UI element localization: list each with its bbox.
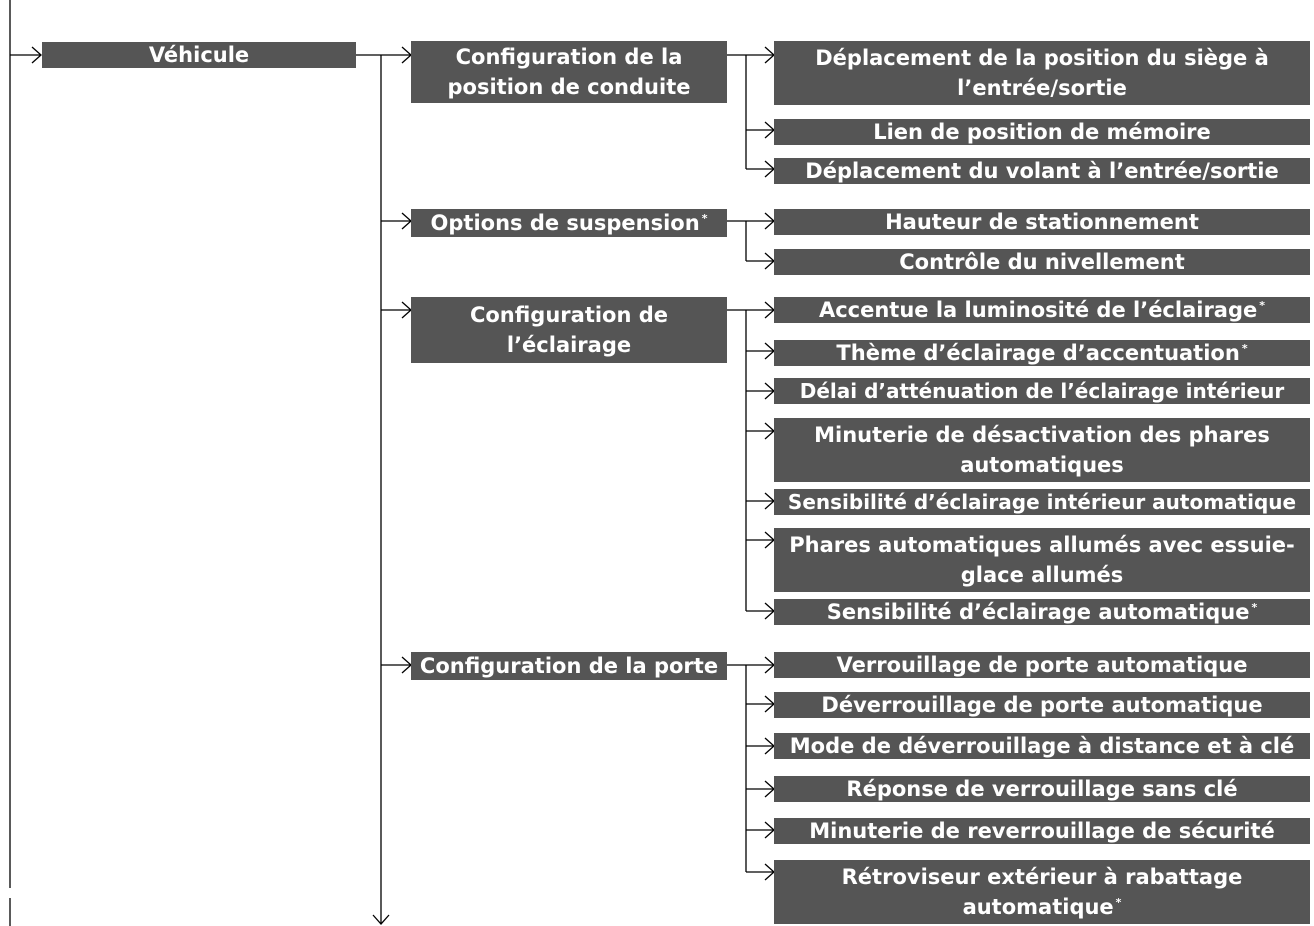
item-node-2-6 <box>774 599 1310 625</box>
item-node-2-4 <box>774 489 1310 515</box>
group-node-0-label: Configuration de la position de conduite <box>447 45 691 99</box>
item-node-1-1 <box>774 249 1310 275</box>
item-node-2-5-label: Phares automatiques allumés avec essuie-glace allumés <box>789 533 1295 587</box>
item-node-3-3 <box>774 776 1310 802</box>
item-node-2-3 <box>774 418 1310 482</box>
group-node-1 <box>411 209 727 237</box>
item-node-3-0 <box>774 652 1310 678</box>
item-node-0-2 <box>774 158 1310 184</box>
item-node-2-2-label: Délai d’atténuation de l’éclairage intérieur <box>799 379 1285 403</box>
footnote-asterisk: * <box>1241 342 1248 355</box>
item-node-2-1-label: Thème d’éclairage d’accentuation * <box>836 341 1248 365</box>
item-node-3-1 <box>774 692 1310 718</box>
item-node-3-5-label: Rétroviseur extérieur à rabattage automatique * <box>841 865 1243 919</box>
item-node-0-1 <box>774 119 1310 145</box>
item-node-2-4-label: Sensibilité d’éclairage intérieur automatique <box>787 490 1297 514</box>
item-node-3-2-label: Mode de déverrouillage à distance et à clé <box>789 734 1295 758</box>
group-node-2 <box>411 297 727 363</box>
item-node-3-1-label: Déverrouillage de porte automatique <box>821 693 1263 717</box>
item-node-1-1-label: Contrôle du nivellement <box>899 250 1185 274</box>
group-node-2-label: Configuration de l’éclairage <box>469 303 669 357</box>
group-node-3 <box>411 652 727 680</box>
item-node-2-0 <box>774 297 1310 323</box>
item-node-2-1 <box>774 340 1310 366</box>
root-node-label: Véhicule <box>148 43 250 67</box>
item-node-3-5 <box>774 860 1310 924</box>
group-node-3-label: Configuration de la porte <box>419 654 719 678</box>
item-node-2-2 <box>774 378 1310 404</box>
item-node-2-3-label: Minuterie de désactivation des phares automatiques <box>814 423 1270 477</box>
footnote-asterisk: * <box>1251 601 1258 614</box>
footnote-asterisk: * <box>1259 299 1266 312</box>
item-node-0-1-label: Lien de position de mémoire <box>873 120 1211 144</box>
item-node-2-0-label: Accentue la luminosité de l’éclairage * <box>818 298 1266 322</box>
item-node-3-4 <box>774 818 1310 844</box>
item-node-3-0-label: Verrouillage de porte automatique <box>836 653 1248 677</box>
footnote-asterisk: * <box>701 212 708 225</box>
item-node-1-0-label: Hauteur de stationnement <box>885 210 1199 234</box>
group-node-0 <box>411 41 727 103</box>
item-node-0-2-label: Déplacement du volant à l’entrée/sortie <box>805 159 1279 183</box>
footnote-asterisk: * <box>1115 896 1122 909</box>
root-node-vehicule <box>42 42 356 68</box>
item-node-1-0 <box>774 209 1310 235</box>
item-node-2-5 <box>774 528 1310 592</box>
item-node-3-3-label: Réponse de verrouillage sans clé <box>846 777 1238 801</box>
group-node-1-label: Options de suspension * <box>430 211 708 235</box>
item-node-2-6-label: Sensibilité d’éclairage automatique * <box>826 600 1258 624</box>
item-node-0-0-label: Déplacement de la position du siège à l’entrée/sortie <box>815 46 1269 100</box>
item-node-3-4-label: Minuterie de reverrouillage de sécurité <box>809 819 1275 843</box>
item-node-3-2 <box>774 733 1310 759</box>
item-node-0-0 <box>774 41 1310 105</box>
